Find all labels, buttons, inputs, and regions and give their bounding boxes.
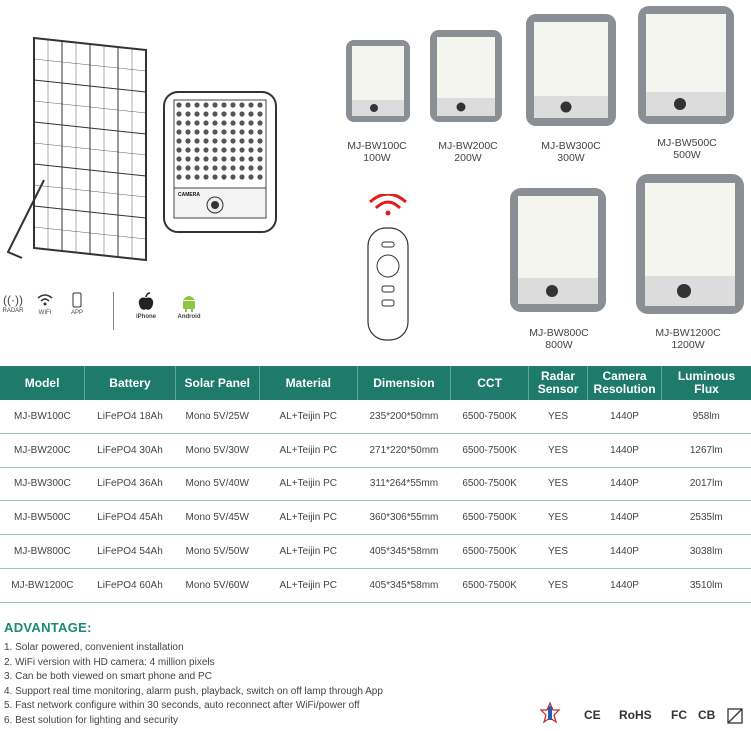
table-cell: 6500-7500K: [451, 400, 529, 433]
table-row: [0, 501, 751, 535]
android-feature: Android: [174, 292, 204, 320]
radar-feature: ((·)) RADAR: [2, 293, 24, 314]
column-header: Camera Resolution: [588, 366, 662, 400]
table-cell: YES: [529, 467, 588, 501]
table-cell: YES: [529, 433, 588, 467]
product-image-mj-bw500c: [636, 4, 738, 130]
table-cell: AL+Teijin PC: [259, 400, 357, 433]
table-cell: AL+Teijin PC: [259, 433, 357, 467]
table-cell: YES: [529, 535, 588, 569]
table-row: [0, 433, 751, 467]
table-cell: 3510lm: [662, 568, 751, 602]
list-item: 6. Best solution for lighting and security: [4, 714, 178, 726]
table-cell: Mono 5V/45W: [175, 501, 259, 535]
product-image-mj-bw300c: [524, 12, 620, 132]
product-caption-4: MJ-BW500C 500W: [657, 137, 717, 161]
table-cell: MJ-BW300C: [0, 467, 85, 501]
table-cell: 1440P: [588, 501, 662, 535]
table-cell: 405*345*58mm: [357, 535, 450, 569]
column-header: Radar Sensor: [529, 366, 588, 400]
table-cell: 6500-7500K: [451, 501, 529, 535]
column-header: Luminous Flux: [662, 366, 751, 400]
table-cell: Mono 5V/50W: [175, 535, 259, 569]
table-cell: 2535lm: [662, 501, 751, 535]
table-cell: 3038lm: [662, 535, 751, 569]
solar-panel-image: [0, 30, 160, 265]
table-cell: 6500-7500K: [451, 467, 529, 501]
quality-mark-icon: [540, 702, 560, 724]
product-caption-1: MJ-BW100C 100W: [347, 140, 407, 164]
table-cell: Mono 5V/30W: [175, 433, 259, 467]
android-icon: [180, 292, 198, 312]
table-cell: YES: [529, 568, 588, 602]
product-image-mj-bw100c: [344, 38, 414, 128]
list-item: 4. Support real time monitoring, alarm push, playback, switch on off lamp through App: [4, 685, 383, 697]
wifi-feature: WIFI: [34, 292, 56, 316]
table-cell: 6500-7500K: [451, 535, 529, 569]
recycle-mark-icon: [726, 707, 744, 725]
table-cell: LiFePO4 36Ah: [85, 467, 175, 501]
table-cell: 1440P: [588, 467, 662, 501]
app-icon: [72, 292, 82, 308]
product-caption-6: MJ-BW1200C 1200W: [655, 327, 721, 351]
table-cell: YES: [529, 501, 588, 535]
product-image-mj-bw800c: [508, 186, 610, 318]
rohs-mark: RoHS: [619, 708, 652, 722]
table-cell: 1440P: [588, 568, 662, 602]
icon-divider: [113, 292, 114, 330]
wifi-icon: [36, 292, 54, 308]
table-cell: 1440P: [588, 433, 662, 467]
column-header: Solar Panel: [175, 366, 259, 400]
table-cell: LiFePO4 30Ah: [85, 433, 175, 467]
table-cell: MJ-BW100C: [0, 400, 85, 433]
table-row: [0, 400, 751, 433]
cb-mark: CB: [698, 708, 716, 722]
column-header: Material: [259, 366, 357, 400]
table-header-row: [0, 366, 751, 400]
fcc-mark: FC: [671, 708, 687, 722]
remote-control-image: [362, 194, 414, 344]
advantage-list: [4, 641, 383, 729]
table-cell: Mono 5V/40W: [175, 467, 259, 501]
table-cell: 1440P: [588, 400, 662, 433]
table-cell: Mono 5V/25W: [175, 400, 259, 433]
column-header: Battery: [85, 366, 175, 400]
table-cell: 958lm: [662, 400, 751, 433]
table-cell: 6500-7500K: [451, 568, 529, 602]
table-cell: Mono 5V/60W: [175, 568, 259, 602]
camera-label: CAMERA: [178, 192, 200, 198]
table-cell: 360*306*55mm: [357, 501, 450, 535]
column-header: Model: [0, 366, 85, 400]
column-header: CCT: [451, 366, 529, 400]
table-row: [0, 535, 751, 569]
table-cell: AL+Teijin PC: [259, 568, 357, 602]
app-feature: APP: [66, 292, 88, 316]
table-cell: 1267lm: [662, 433, 751, 467]
product-image-mj-bw1200c: [634, 172, 748, 320]
table-cell: LiFePO4 45Ah: [85, 501, 175, 535]
advantage-title: ADVANTAGE:: [4, 620, 92, 635]
table-cell: AL+Teijin PC: [259, 467, 357, 501]
spec-table: [0, 366, 751, 603]
apple-feature: iPhone: [132, 292, 160, 320]
table-cell: MJ-BW800C: [0, 535, 85, 569]
table-cell: 1440P: [588, 535, 662, 569]
table-row: [0, 467, 751, 501]
ce-mark: CE: [584, 708, 601, 722]
table-cell: MJ-BW200C: [0, 433, 85, 467]
table-cell: LiFePO4 18Ah: [85, 400, 175, 433]
table-cell: MJ-BW1200C: [0, 568, 85, 602]
product-image-mj-bw200c: [428, 28, 506, 128]
table-cell: 2017lm: [662, 467, 751, 501]
radar-icon: ((·)): [3, 293, 23, 307]
table-cell: YES: [529, 400, 588, 433]
table-cell: LiFePO4 54Ah: [85, 535, 175, 569]
table-cell: 311*264*55mm: [357, 467, 450, 501]
product-caption-2: MJ-BW200C 200W: [438, 140, 498, 164]
list-item: 1. Solar powered, convenient installation: [4, 642, 184, 653]
column-header: Dimension: [357, 366, 450, 400]
floodlight-main-image: [160, 88, 280, 238]
product-caption-3: MJ-BW300C 300W: [541, 140, 601, 164]
table-cell: LiFePO4 60Ah: [85, 568, 175, 602]
table-cell: AL+Teijin PC: [259, 501, 357, 535]
table-cell: 405*345*58mm: [357, 568, 450, 602]
apple-icon: [137, 292, 155, 312]
list-item: 2. WiFi version with HD camera: 4 million pixels: [4, 656, 215, 668]
list-item: 5. Fast network configure within 30 seconds, auto reconnect after WiFi/power off: [4, 700, 360, 712]
table-cell: 271*220*50mm: [357, 433, 450, 467]
table-row: [0, 568, 751, 602]
list-item: 3. Can be both viewed on smart phone and PC: [4, 671, 212, 683]
table-cell: AL+Teijin PC: [259, 535, 357, 569]
table-cell: MJ-BW500C: [0, 501, 85, 535]
table-cell: 6500-7500K: [451, 433, 529, 467]
product-caption-5: MJ-BW800C 800W: [529, 327, 589, 351]
table-cell: 235*200*50mm: [357, 400, 450, 433]
